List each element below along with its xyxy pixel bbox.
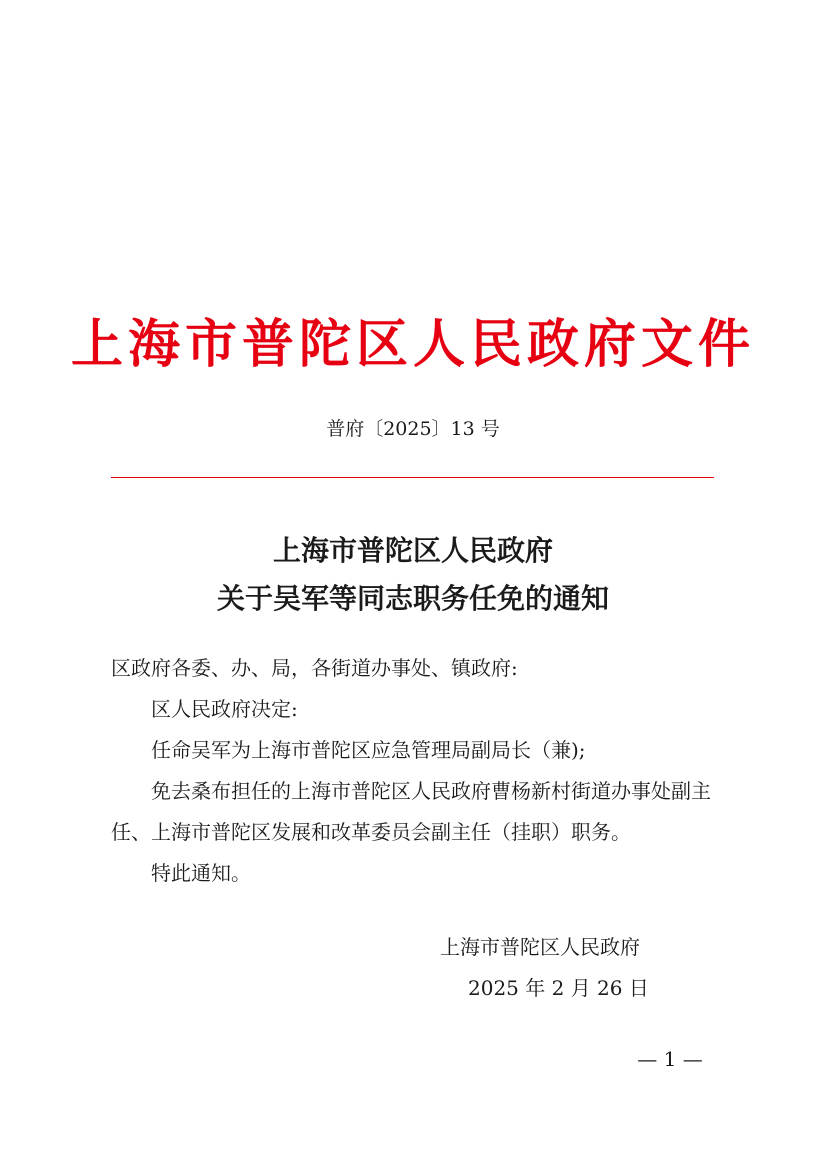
red-divider-line: [111, 477, 714, 478]
document-number: 普府〔2025〕13 号: [326, 418, 500, 440]
document-title-line-2: 关于吴军等同志职务任免的通知: [216, 582, 609, 615]
document-body: [111, 648, 731, 894]
document-masthead: 上海市普陀区人民政府文件: [70, 314, 755, 375]
document-title: [0, 527, 826, 623]
body-paragraph: 免去桑布担任的上海市普陀区人民政府曹杨新村街道办事处副主任、上海市普陀区发展和改革委员会副主任（挂职）职务。: [111, 779, 711, 844]
body-paragraph: 特此通知。: [151, 861, 251, 885]
body-paragraph: 区人民政府决定:: [151, 697, 298, 721]
body-paragraph: 任命吴军为上海市普陀区应急管理局副局长（兼);: [151, 738, 586, 762]
signature-block: [440, 927, 700, 1009]
signature-date: 2025 年 2 月 26 日: [468, 976, 649, 1000]
page-number: — 1 —: [637, 1047, 703, 1071]
signature-organization: 上海市普陀区人民政府: [440, 935, 640, 959]
addressee: 区政府各委、办、局，各街道办事处、镇政府:: [111, 656, 518, 680]
document-title-line-1: 上海市普陀区人民政府: [272, 534, 553, 567]
